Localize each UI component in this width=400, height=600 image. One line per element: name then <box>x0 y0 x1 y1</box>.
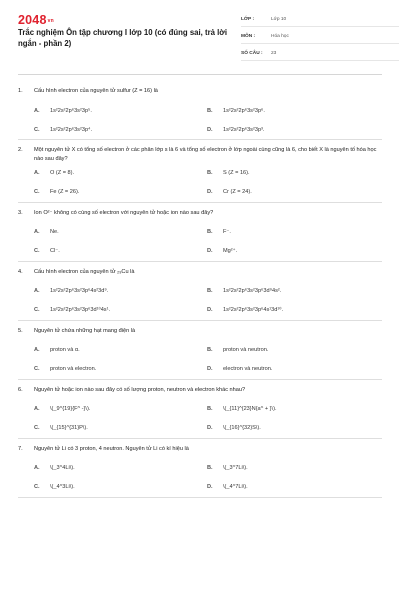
question-number: 7. <box>18 445 23 452</box>
question-text: Ion O²⁻ không có cùng số electron với nguyên tử hoặc ion nào sau đây? <box>34 209 214 216</box>
meta-value: Lớp 10 <box>271 17 287 22</box>
meta-key: LỚP : <box>241 17 255 22</box>
option-letter: C. <box>34 248 40 255</box>
option-text: \(_4^7Li\). <box>223 484 248 491</box>
option-letter: B. <box>207 465 213 472</box>
option-letter: A. <box>34 170 40 177</box>
meta-value: 23 <box>271 51 277 56</box>
answer-options <box>18 223 382 261</box>
option-text: electron và neutron. <box>223 366 273 373</box>
question-text: Một nguyên tử X có tổng số electron ở các phân lớp s là 6 và tổng số electron ở lớp ngoài cùng cũng là 6, cho biết X là nguyên tố hóa học nào sau đây? <box>34 147 377 162</box>
answer-option[interactable] <box>207 242 380 261</box>
option-text: 1s²2s²2p⁶3s²3p⁶4s¹3d¹⁰. <box>223 307 284 314</box>
logo-suffix: vn <box>47 17 54 24</box>
option-text: 1s²2s²2p⁶3s²3p⁶3d⁹4s². <box>223 288 282 295</box>
question-text: Nguyên tử Li có 3 proton, 4 neutron. Nguyên tử Li có kí hiệu là <box>34 445 189 452</box>
answer-option[interactable] <box>34 282 207 301</box>
option-letter: C. <box>34 307 40 314</box>
option-letter: A. <box>34 406 40 413</box>
answer-option[interactable] <box>207 301 380 320</box>
option-letter: A. <box>34 465 40 472</box>
answer-option[interactable] <box>34 419 207 438</box>
option-text: 1s²2s²2p⁶3s²3p³. <box>223 126 265 133</box>
question-list <box>18 75 382 498</box>
option-letter: A. <box>34 107 40 114</box>
answer-option[interactable] <box>34 341 207 360</box>
option-letter: A. <box>34 288 40 295</box>
meta-value: Hóa học <box>271 34 289 39</box>
option-letter: A. <box>34 347 40 354</box>
option-letter: B. <box>207 107 213 114</box>
option-letter: D. <box>207 484 213 491</box>
option-letter: B. <box>207 406 213 413</box>
option-text: Cr (Z = 24). <box>223 189 252 196</box>
quiz-header <box>18 0 382 75</box>
option-text: proton và electron. <box>50 366 97 373</box>
option-text: Cl⁻. <box>50 248 60 255</box>
option-text: proton và α. <box>50 347 80 354</box>
answer-option[interactable] <box>34 301 207 320</box>
question-stem <box>18 146 382 164</box>
answer-options <box>18 101 382 139</box>
question-text: Cấu hình electron của nguyên tử ₂₉Cu là <box>34 268 135 275</box>
answer-options <box>18 164 382 202</box>
answer-options <box>18 282 382 320</box>
option-letter: D. <box>207 366 213 373</box>
option-text: 1s²2s²2p⁶3s²3p⁶3d¹⁰4s¹. <box>50 307 111 314</box>
answer-options <box>18 459 382 497</box>
logo-text: 2048 <box>18 13 47 27</box>
option-letter: D. <box>207 425 213 432</box>
answer-option[interactable] <box>207 459 380 478</box>
meta-row-class <box>241 13 399 27</box>
answer-option[interactable] <box>34 223 207 242</box>
question-block <box>18 203 382 262</box>
option-letter: C. <box>34 425 40 432</box>
question-block <box>18 380 382 439</box>
question-stem <box>18 445 382 459</box>
option-letter: B. <box>207 170 213 177</box>
option-text: \(_3^7Li\). <box>223 465 248 472</box>
answer-options <box>18 400 382 438</box>
meta-row-count <box>241 47 399 61</box>
option-text: Ne. <box>50 229 59 236</box>
question-stem <box>18 268 382 282</box>
option-letter: D. <box>207 126 213 133</box>
quiz-meta <box>241 13 399 64</box>
question-number: 4. <box>18 268 23 275</box>
option-text: \(_{15}^{31}P\). <box>50 425 88 432</box>
option-letter: D. <box>207 189 213 196</box>
option-letter: D. <box>207 248 213 255</box>
quiz-title: Trắc nghiệm Ôn tập chương I lớp 10 (có đúng sai, trả lời ngắn - phần 2) <box>18 28 227 49</box>
option-text: \(_{16}^{32}S\). <box>223 425 261 432</box>
option-letter: C. <box>34 366 40 373</box>
question-block <box>18 262 382 321</box>
question-number: 6. <box>18 386 23 393</box>
question-number: 3. <box>18 209 23 216</box>
answer-option[interactable] <box>207 478 380 497</box>
option-letter: C. <box>34 126 40 133</box>
question-number: 1. <box>18 88 23 94</box>
answer-option[interactable] <box>34 120 207 139</box>
question-text: Nguyên tử chứa những hạt mang điện là <box>34 327 136 334</box>
answer-option[interactable] <box>34 101 207 120</box>
meta-key: SỐ CÂU : <box>241 51 263 56</box>
answer-option[interactable] <box>34 400 207 419</box>
option-text: Fe (Z = 26). <box>50 189 80 196</box>
question-block <box>18 439 382 498</box>
question-block <box>18 321 382 380</box>
option-text: 1s²2s²2p⁶3s²3p⁶. <box>223 107 265 114</box>
answer-option[interactable] <box>207 282 380 301</box>
meta-row-subject <box>241 30 399 44</box>
option-text: Mg²⁺. <box>223 248 238 255</box>
option-text: F⁻. <box>223 229 231 236</box>
option-letter: C. <box>34 189 40 196</box>
option-text: \(_3^4Li\). <box>50 465 75 472</box>
answer-option[interactable] <box>207 341 380 360</box>
option-text: \(_9^{19}{F^ -}\). <box>50 406 91 413</box>
option-text: \(_{11}^{23}N{a^ + }\). <box>223 406 277 413</box>
answer-option[interactable] <box>34 478 207 497</box>
option-text: 1s²2s²2p⁶3s²3p⁶4s²3d⁹. <box>50 288 109 295</box>
option-letter: D. <box>207 307 213 314</box>
question-block <box>18 81 382 140</box>
question-text: Nguyên tử hoặc ion nào sau đây có số lượng proton, neutron và electron khác nhau? <box>34 386 246 393</box>
answer-options <box>18 341 382 379</box>
answer-option[interactable] <box>207 164 380 183</box>
option-letter: B. <box>207 229 213 236</box>
answer-option[interactable] <box>207 400 380 419</box>
option-text: \(_4^3Li\). <box>50 484 75 491</box>
answer-option[interactable] <box>207 101 380 120</box>
answer-option[interactable] <box>207 223 380 242</box>
option-text: O (Z = 8). <box>50 170 75 177</box>
site-logo[interactable] <box>18 13 54 27</box>
option-text: S (Z = 16). <box>223 170 250 177</box>
option-letter: C. <box>34 484 40 491</box>
answer-option[interactable] <box>34 183 207 202</box>
answer-option[interactable] <box>207 120 380 139</box>
question-stem <box>18 209 382 223</box>
question-stem <box>18 87 382 101</box>
answer-option[interactable] <box>34 164 207 183</box>
answer-option[interactable] <box>207 419 380 438</box>
option-letter: A. <box>34 229 40 236</box>
option-text: 1s²2s²2p⁶3s²3p⁴. <box>50 126 93 133</box>
option-text: proton và neutron. <box>223 347 269 354</box>
option-letter: B. <box>207 288 213 295</box>
answer-option[interactable] <box>34 360 207 379</box>
answer-option[interactable] <box>207 360 380 379</box>
answer-option[interactable] <box>34 459 207 478</box>
question-stem <box>18 386 382 400</box>
meta-key: MÔN : <box>241 34 256 39</box>
question-number: 2. <box>18 147 23 153</box>
question-stem <box>18 327 382 341</box>
answer-option[interactable] <box>34 242 207 261</box>
option-letter: B. <box>207 347 213 354</box>
answer-option[interactable] <box>207 183 380 202</box>
option-text: 1s²2s²2p⁶3s²3p⁵. <box>50 107 92 114</box>
question-number: 5. <box>18 327 23 334</box>
question-block <box>18 140 382 203</box>
question-text: Cấu hình electron của nguyên tử sulfur (Z = 16) là <box>34 88 158 94</box>
